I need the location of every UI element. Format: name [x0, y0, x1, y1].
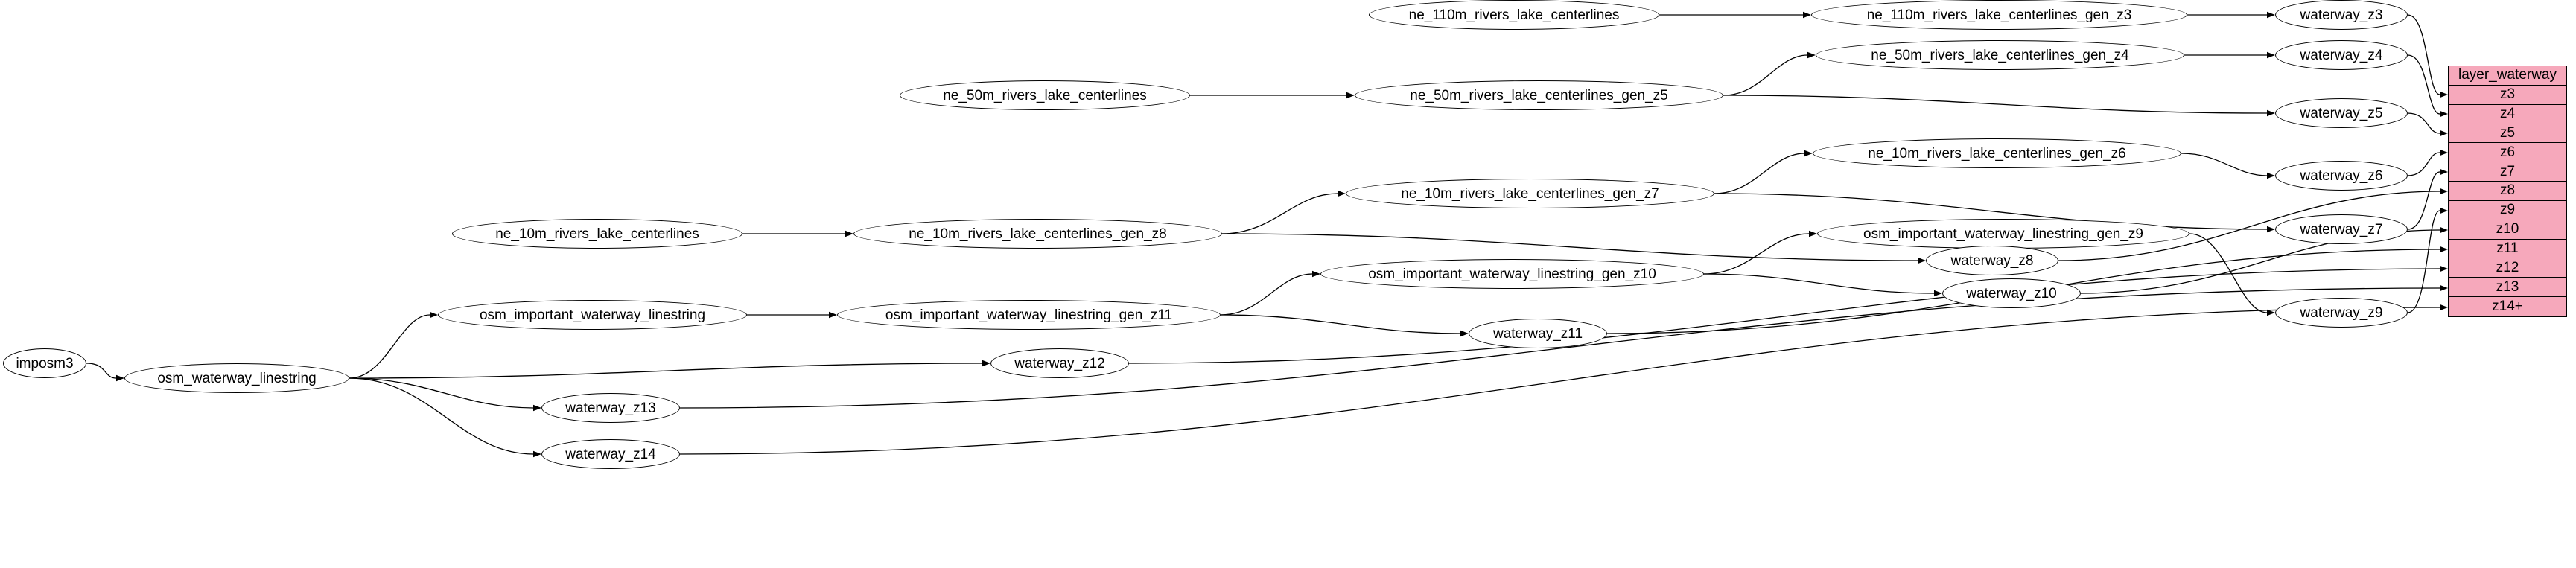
edge-osm_important_waterway_linestring_gen_z10-to-osm_important_waterway_linestring_gen_z9 [1704, 234, 1809, 274]
edge-waterway_z4-to-layer_waterway [2408, 55, 2440, 114]
graph-node-label: waterway_z14 [565, 446, 656, 462]
layer-table-row: z14+ [2492, 299, 2523, 315]
arrowhead-ne_10m_rivers_lake_centerlines-to-ne_10m_rivers_lake_centerlines_gen_z8 [845, 231, 853, 237]
arrowhead-waterway_z8-to-layer_waterway [2440, 188, 2448, 194]
graph-node-label: waterway_z8 [1950, 252, 2034, 269]
graph-node-ne_110m_rivers_lake_centerlines [1369, 0, 1659, 30]
layer-table-row: z13 [2449, 278, 2566, 297]
graph-node-label: osm_waterway_linestring [157, 370, 317, 386]
graph-node-waterway_z8 [1926, 246, 2058, 275]
edge-waterway_z3-to-layer_waterway [2408, 15, 2440, 95]
layer-table-row: z12 [2449, 258, 2566, 278]
edge-osm_important_waterway_linestring_gen_z11-to-osm_important_waterway_linestring_gen_z10 [1221, 274, 1312, 315]
graph-node-label: ne_50m_rivers_lake_centerlines_gen_z4 [1871, 47, 2129, 63]
graph-node-osm_important_waterway_linestring_gen_z11 [837, 300, 1221, 330]
arrowhead-ne_50m_rivers_lake_centerlines_gen_z5-to-ne_50m_rivers_lake_centerlines_gen_z4 [1807, 52, 1816, 58]
graph-node-label: osm_important_waterway_linestring [479, 307, 706, 323]
graph-node-label: waterway_z7 [2300, 221, 2383, 237]
edge-osm_waterway_linestring-to-waterway_z14 [349, 378, 533, 454]
arrowhead-waterway_z13-to-layer_waterway [2440, 285, 2448, 291]
layer-table-row: z6 [2449, 143, 2566, 162]
arrowhead-waterway_z3-to-layer_waterway [2440, 92, 2448, 98]
graph-node-label: osm_important_waterway_linestring_gen_z9 [1863, 226, 2143, 242]
graph-node-label: ne_50m_rivers_lake_centerlines_gen_z5 [1410, 87, 1668, 103]
edge-waterway_z5-to-layer_waterway [2408, 113, 2440, 133]
arrowhead-ne_50m_rivers_lake_centerlines-to-ne_50m_rivers_lake_centerlines_gen_z5 [1346, 92, 1355, 98]
arrowhead-ne_10m_rivers_lake_centerlines_gen_z8-to-waterway_z8 [1918, 258, 1926, 264]
edge-ne_10m_rivers_lake_centerlines_gen_z6-to-waterway_z6 [2181, 153, 2267, 176]
graph-node-osm_important_waterway_linestring_gen_z10 [1320, 259, 1704, 289]
arrowhead-waterway_z5-to-layer_waterway [2440, 130, 2448, 136]
graph-node-waterway_z12 [990, 348, 1129, 378]
graph-node-waterway_z14 [541, 439, 680, 469]
graph-node-label: ne_110m_rivers_lake_centerlines_gen_z3 [1866, 7, 2132, 23]
graph-node-label: osm_important_waterway_linestring_gen_z10 [1368, 266, 1656, 282]
arrowhead-waterway_z12-to-layer_waterway [2440, 266, 2448, 272]
graph-node-osm_important_waterway_linestring [438, 300, 747, 330]
layer-table-row: z11 [2449, 240, 2566, 259]
arrowhead-waterway_z10-to-layer_waterway [2440, 227, 2448, 233]
arrowhead-waterway_z7-to-layer_waterway [2440, 169, 2448, 175]
graph-node-label: osm_important_waterway_linestring_gen_z11 [885, 307, 1173, 323]
arrowhead-ne_10m_rivers_lake_centerlines_gen_z6-to-waterway_z6 [2267, 173, 2275, 179]
graph-node-waterway_z11 [1469, 319, 1607, 348]
graph-node-label: waterway_z3 [2300, 7, 2383, 23]
layer-table-row: z8 [2449, 182, 2566, 201]
graph-node-ne_110m_rivers_lake_centerlines_gen_z3 [1811, 0, 2187, 30]
arrowhead-osm_important_waterway_linestring-to-osm_important_waterway_linestring_gen_z11 [829, 312, 837, 318]
layer-table-row: z10 [2449, 220, 2566, 240]
graph-node-label: waterway_z13 [565, 400, 656, 416]
arrowhead-waterway_z11-to-layer_waterway [2440, 246, 2448, 252]
edge-waterway_z7-to-layer_waterway [2408, 172, 2440, 229]
arrowhead-ne_10m_rivers_lake_centerlines_gen_z8-to-ne_10m_rivers_lake_centerlines_gen_z7 [1338, 191, 1346, 197]
graph-node-ne_10m_rivers_lake_centerlines_gen_z8 [853, 219, 1222, 249]
graph-node-ne_50m_rivers_lake_centerlines_gen_z5 [1355, 80, 1723, 110]
graph-node-osm_important_waterway_linestring_gen_z9 [1817, 219, 2189, 249]
layer-table-layer_waterway [2448, 66, 2567, 317]
layer-table-row: z7 [2449, 162, 2566, 182]
edge-ne_10m_rivers_lake_centerlines_gen_z8-to-waterway_z8 [1222, 234, 1918, 261]
arrowhead-osm_waterway_linestring-to-waterway_z12 [982, 360, 990, 366]
graph-node-ne_50m_rivers_lake_centerlines [900, 80, 1190, 110]
graph-node-waterway_z9 [2275, 298, 2408, 328]
graph-node-label: waterway_z4 [2300, 47, 2383, 63]
arrowhead-osm_important_waterway_linestring_gen_z10-to-osm_important_waterway_linestring_gen_z9 [1809, 231, 1817, 237]
edge-ne_50m_rivers_lake_centerlines_gen_z5-to-ne_50m_rivers_lake_centerlines_gen_z4 [1723, 55, 1807, 95]
layer-table-row: z4 [2449, 105, 2566, 124]
graph-node-label: waterway_z12 [1014, 355, 1105, 371]
graph-node-label: waterway_z10 [1966, 285, 2057, 301]
edge-ne_50m_rivers_lake_centerlines_gen_z5-to-waterway_z5 [1723, 95, 2267, 113]
layer-table-header: layer_waterway [2449, 66, 2566, 86]
graph-node-imposm3 [3, 348, 86, 378]
arrowhead-ne_10m_rivers_lake_centerlines_gen_z7-to-waterway_z7 [2267, 226, 2275, 232]
arrowhead-ne_50m_rivers_lake_centerlines_gen_z4-to-waterway_z4 [2267, 52, 2275, 58]
arrowhead-osm_waterway_linestring-to-waterway_z14 [533, 451, 541, 457]
graph-node-osm_waterway_linestring [124, 363, 349, 393]
graph-node-waterway_z5 [2275, 98, 2408, 128]
arrowhead-osm_waterway_linestring-to-waterway_z13 [533, 405, 541, 411]
arrowhead-imposm3-to-osm_waterway_linestring [116, 375, 124, 381]
graph-node-label: imposm3 [16, 355, 74, 371]
edge-waterway_z12-to-layer_waterway [1129, 266, 2440, 363]
graph-node-ne_10m_rivers_lake_centerlines [452, 219, 742, 249]
edge-waterway_z6-to-layer_waterway [2408, 153, 2440, 176]
graph-node-waterway_z6 [2275, 161, 2408, 191]
arrowhead-osm_important_waterway_linestring_gen_z11-to-osm_important_waterway_linestring_gen_z10 [1312, 271, 1320, 277]
graph-node-waterway_z10 [1942, 278, 2081, 308]
graph-node-ne_10m_rivers_lake_centerlines_gen_z6 [1813, 138, 2181, 168]
graph-node-label: waterway_z5 [2300, 105, 2383, 121]
arrowhead-osm_waterway_linestring-to-osm_important_waterway_linestring [430, 312, 438, 318]
graph-node-label: waterway_z11 [1492, 325, 1583, 342]
graph-node-label: waterway_z9 [2300, 304, 2383, 321]
edge-ne_10m_rivers_lake_centerlines_gen_z8-to-ne_10m_rivers_lake_centerlines_gen_z7 [1222, 194, 1338, 234]
edge-ne_10m_rivers_lake_centerlines_gen_z7-to-ne_10m_rivers_lake_centerlines_gen_z6 [1714, 153, 1804, 194]
edge-osm_waterway_linestring-to-waterway_z13 [349, 378, 533, 408]
arrowhead-osm_important_waterway_linestring_gen_z10-to-waterway_z10 [1934, 290, 1942, 296]
graph-node-label: ne_10m_rivers_lake_centerlines_gen_z8 [909, 226, 1167, 242]
graph-node-label: waterway_z6 [2300, 167, 2383, 184]
arrowhead-waterway_z4-to-layer_waterway [2440, 111, 2448, 117]
arrowhead-waterway_z14-to-layer_waterway [2440, 304, 2448, 310]
graph-node-waterway_z7 [2275, 214, 2408, 244]
graph-node-label: ne_110m_rivers_lake_centerlines [1408, 7, 1620, 23]
edge-osm_important_waterway_linestring_gen_z11-to-waterway_z11 [1221, 315, 1460, 334]
arrowhead-ne_50m_rivers_lake_centerlines_gen_z5-to-waterway_z5 [2267, 110, 2275, 116]
graph-node-waterway_z13 [541, 393, 680, 423]
arrowhead-ne_10m_rivers_lake_centerlines_gen_z7-to-ne_10m_rivers_lake_centerlines_gen_z6 [1804, 150, 1813, 156]
layer-table-row: z9 [2449, 201, 2566, 220]
edge-imposm3-to-osm_waterway_linestring [86, 363, 116, 378]
graph-node-ne_50m_rivers_lake_centerlines_gen_z4 [1816, 40, 2184, 70]
graph-node-label: ne_10m_rivers_lake_centerlines [495, 226, 699, 242]
graph-node-label: ne_50m_rivers_lake_centerlines [943, 87, 1147, 103]
arrowhead-ne_110m_rivers_lake_centerlines_gen_z3-to-waterway_z3 [2267, 12, 2275, 18]
arrowhead-waterway_z6-to-layer_waterway [2440, 150, 2448, 156]
edge-osm_important_waterway_linestring_gen_z10-to-waterway_z10 [1704, 274, 1934, 293]
edge-osm_waterway_linestring-to-osm_important_waterway_linestring [349, 315, 430, 378]
arrowhead-ne_110m_rivers_lake_centerlines-to-ne_110m_rivers_lake_centerlines_gen_z3 [1803, 12, 1811, 18]
arrowhead-waterway_z9-to-layer_waterway [2440, 208, 2448, 214]
graph-node-label: ne_10m_rivers_lake_centerlines_gen_z6 [1868, 145, 2126, 162]
layer-table-row: z3 [2449, 86, 2566, 105]
edge-osm_important_waterway_linestring_gen_z9-to-waterway_z9 [2189, 234, 2267, 313]
edge-waterway_z9-to-layer_waterway [2408, 211, 2440, 313]
layer-table-row: z5 [2449, 124, 2566, 144]
arrowhead-osm_important_waterway_linestring_gen_z11-to-waterway_z11 [1460, 331, 1469, 336]
graph-node-ne_10m_rivers_lake_centerlines_gen_z7 [1346, 179, 1714, 208]
edge-osm_waterway_linestring-to-waterway_z12 [349, 363, 982, 378]
graph-node-label: ne_10m_rivers_lake_centerlines_gen_z7 [1401, 185, 1659, 202]
graph-node-waterway_z3 [2275, 0, 2408, 30]
graph-node-waterway_z4 [2275, 40, 2408, 70]
